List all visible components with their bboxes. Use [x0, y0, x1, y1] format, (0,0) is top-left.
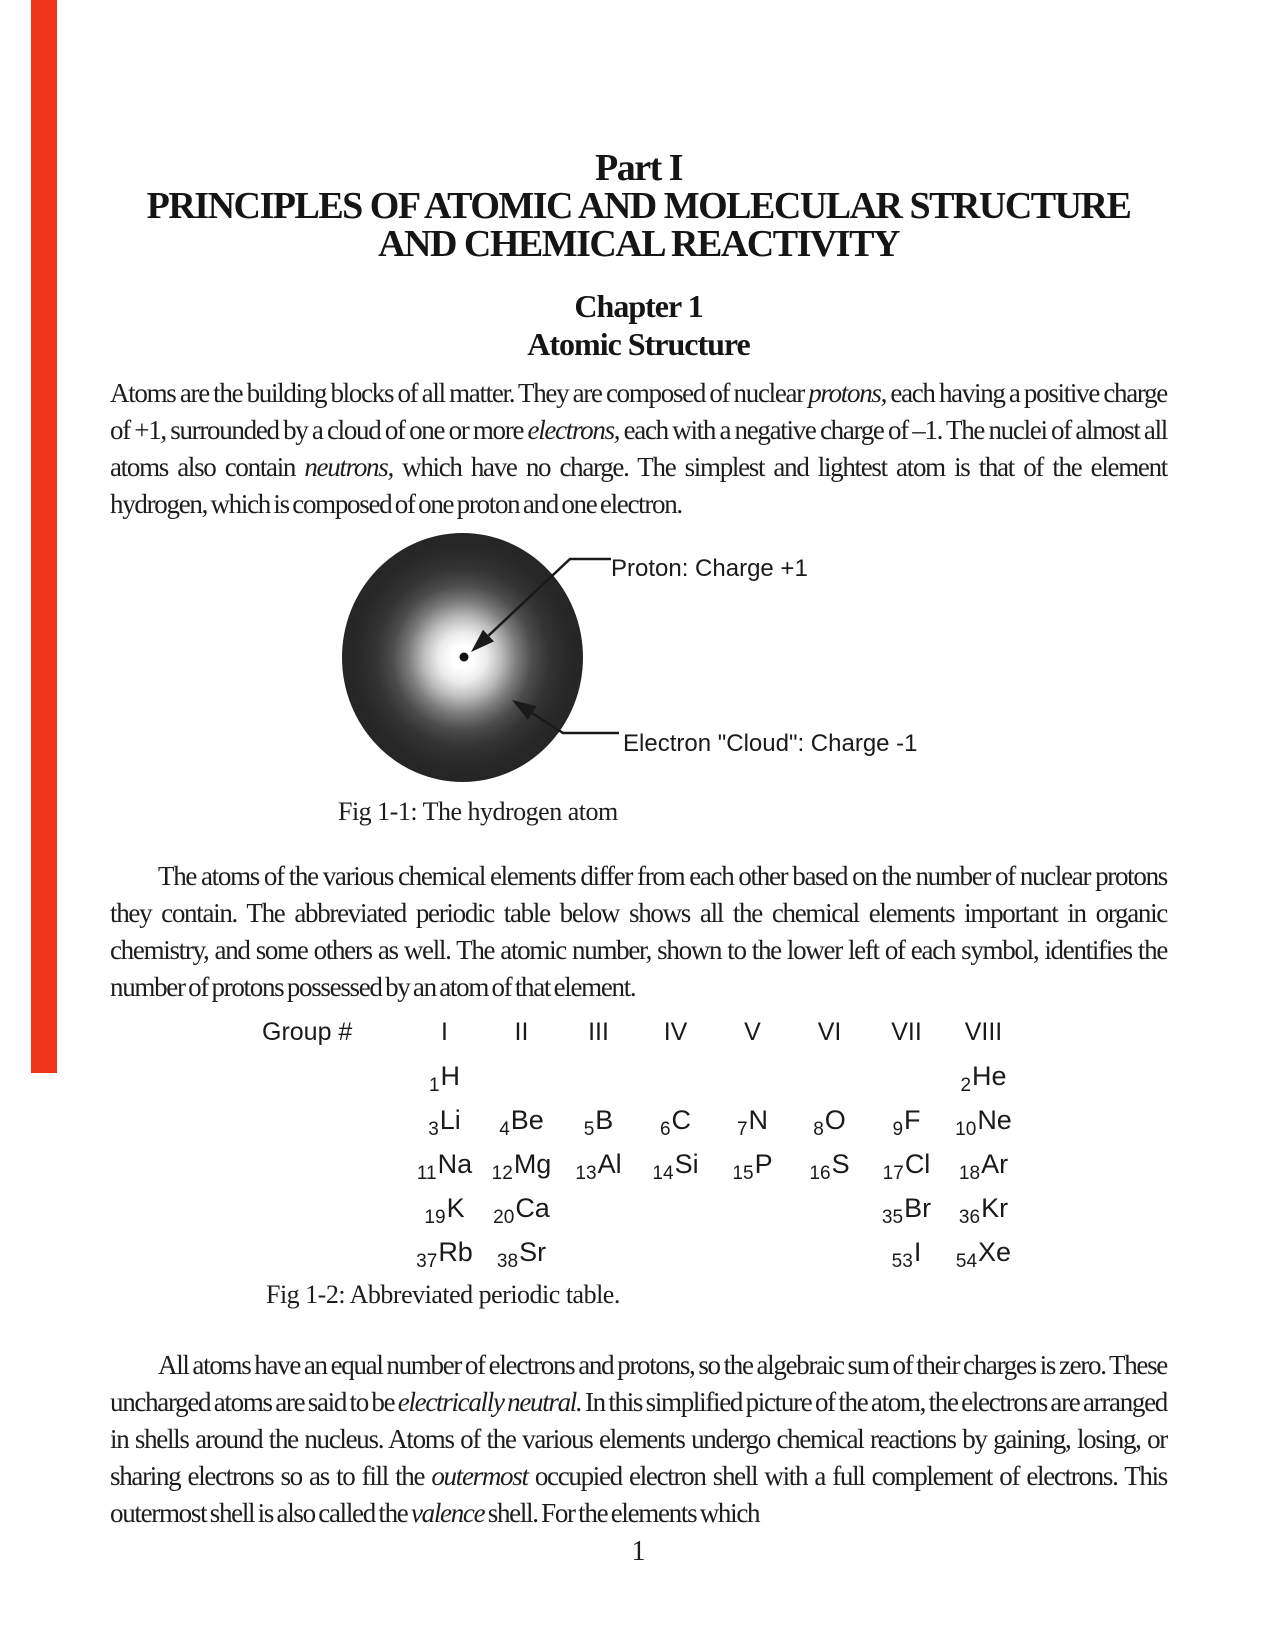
group-header-II: II [514, 1018, 529, 1046]
empty-cell [868, 1061, 945, 1101]
atomic-number: 1 [428, 1075, 440, 1096]
element-symbol: Sr [519, 1237, 547, 1267]
element-row-3 [262, 1149, 1022, 1189]
paragraph-electron-shells: All atoms have an equal number of electrons and protons, so the algebraic sum of their charges is zero. These uncharged atoms are said to be electrically neutral. In this simplified picture of the atom, the electrons are arranged in shells around the nucleus. Atoms of the various elements undergo chemical reactions by gaining, losing, or sharing electrons so as to fill the outermost occupied electron shell with a full complement of electrons. This outermost shell is also called the valence shell. For the elements which [110, 1350, 1167, 1528]
element-Sr [483, 1237, 560, 1277]
element-symbol: H [440, 1061, 461, 1091]
element-symbol: F [904, 1105, 921, 1135]
page-number: 1 [631, 1536, 646, 1567]
element-symbol: Mg [513, 1149, 552, 1179]
empty-cell [637, 1061, 714, 1101]
element-Li [406, 1105, 483, 1145]
atomic-number: 8 [813, 1119, 824, 1140]
element-symbol: Br [904, 1193, 932, 1223]
element-Xe [945, 1237, 1022, 1277]
empty-cell [483, 1061, 560, 1101]
element-symbol: Li [439, 1105, 461, 1135]
element-symbol: Be [510, 1105, 544, 1135]
element-S [791, 1149, 868, 1189]
element-row-2 [262, 1105, 1022, 1145]
atomic-number: 2 [960, 1075, 972, 1096]
group-header-VIII: VIII [964, 1018, 1003, 1046]
element-Ne [945, 1105, 1022, 1145]
element-I [868, 1237, 945, 1277]
element-Kr [945, 1193, 1022, 1233]
element-Ca [483, 1193, 560, 1233]
group-header-III: III [588, 1018, 609, 1046]
element-N [714, 1105, 791, 1145]
element-O [791, 1105, 868, 1145]
atomic-number: 37 [416, 1251, 438, 1272]
proton-dot [460, 653, 469, 662]
row-label-spacer [262, 1061, 406, 1101]
periodic-table [262, 1017, 1062, 1287]
group-header-V: V [744, 1018, 761, 1046]
main-title-line2: AND CHEMICAL REACTIVITY [378, 223, 899, 265]
atomic-number: 6 [659, 1119, 671, 1140]
element-symbol: B [595, 1105, 614, 1135]
element-symbol: Cl [904, 1149, 931, 1179]
atomic-number: 53 [891, 1251, 913, 1272]
group-header-VI: VI [817, 1018, 842, 1046]
element-symbol: N [748, 1105, 769, 1135]
element-symbol: S [831, 1149, 850, 1179]
empty-cell [560, 1061, 637, 1101]
atomic-number: 18 [958, 1163, 981, 1184]
element-symbol: Ar [981, 1149, 1009, 1179]
atomic-number: 12 [491, 1163, 513, 1184]
element-C [637, 1105, 714, 1145]
atomic-number: 13 [575, 1163, 597, 1184]
proton-label: Proton: Charge +1 [611, 555, 808, 582]
element-Br [868, 1193, 945, 1233]
element-symbol: Rb [438, 1237, 473, 1267]
atomic-number: 35 [881, 1207, 904, 1228]
empty-cell [791, 1193, 868, 1233]
element-B [560, 1105, 637, 1145]
chapter-title: Atomic Structure [527, 326, 750, 362]
element-symbol: Xe [978, 1237, 1012, 1267]
atomic-number: 38 [496, 1251, 519, 1272]
empty-cell [560, 1193, 637, 1233]
element-symbol: Kr [981, 1193, 1009, 1223]
atomic-number: 14 [652, 1163, 674, 1184]
row-label-spacer [262, 1237, 406, 1277]
paragraph-intro: Atoms are the building blocks of all matter. They are composed of nuclear protons, each having a positive charge of +1, surrounded by a cloud of one or more electrons, each with a negative charge of –1. The nuclei of almost all atoms also contain neutrons, which have no charge. The simplest and lightest atom is that of the element hydrogen, which is composed of one proton and one electron. [110, 378, 1168, 519]
element-F [868, 1105, 945, 1145]
element-H [406, 1061, 483, 1101]
row-label-spacer [262, 1193, 406, 1233]
element-symbol: K [446, 1193, 465, 1223]
atomic-number: 5 [583, 1119, 595, 1140]
atomic-number: 54 [955, 1251, 978, 1272]
element-symbol: Ne [977, 1105, 1012, 1135]
empty-cell [637, 1237, 714, 1277]
element-symbol: P [754, 1149, 773, 1179]
group-header-VII: VII [891, 1018, 922, 1046]
group-header-IV: IV [663, 1018, 688, 1046]
empty-cell [714, 1193, 791, 1233]
element-symbol: He [972, 1061, 1007, 1091]
group-header-I: I [441, 1018, 448, 1046]
main-title-line1: PRINCIPLES OF ATOMIC AND MOLECULAR STRUCTURE [146, 185, 1131, 227]
atomic-number: 20 [493, 1207, 515, 1228]
atomic-number: 10 [955, 1119, 977, 1140]
figure1-caption: Fig 1-1: The hydrogen atom [338, 797, 618, 826]
part-title-block [110, 149, 1167, 263]
figure2-caption: Fig 1-2: Abbreviated periodic table. [266, 1280, 620, 1309]
atomic-number: 15 [732, 1163, 754, 1184]
hydrogen-atom-figure [330, 515, 980, 800]
element-symbol: Al [597, 1149, 622, 1179]
element-symbol: Ca [515, 1193, 550, 1223]
empty-cell [637, 1193, 714, 1233]
group-header-row [262, 1017, 1022, 1057]
chapter-heading-block [110, 287, 1167, 363]
atomic-number: 3 [428, 1119, 439, 1140]
atomic-number: 17 [882, 1163, 904, 1184]
empty-cell [791, 1237, 868, 1277]
atomic-number: 11 [416, 1163, 437, 1184]
element-Al [560, 1149, 637, 1189]
empty-cell [560, 1237, 637, 1277]
element-Be [483, 1105, 560, 1145]
element-symbol: Si [674, 1149, 699, 1179]
red-margin-marker-bar [31, 0, 57, 1073]
element-symbol: O [824, 1105, 846, 1135]
element-Rb [406, 1237, 483, 1277]
atomic-number: 19 [424, 1207, 446, 1228]
atomic-number: 7 [736, 1119, 748, 1140]
row-label-spacer [262, 1149, 406, 1189]
empty-cell [791, 1061, 868, 1101]
element-symbol: C [671, 1105, 692, 1135]
element-Mg [483, 1149, 560, 1189]
element-Ar [945, 1149, 1022, 1189]
element-He [945, 1061, 1022, 1101]
element-row-4 [262, 1193, 1022, 1233]
element-P [714, 1149, 791, 1189]
element-K [406, 1193, 483, 1233]
element-symbol: Na [437, 1149, 473, 1179]
element-Si [637, 1149, 714, 1189]
element-row-5 [262, 1237, 1022, 1277]
empty-cell [714, 1237, 791, 1277]
element-Na [406, 1149, 483, 1189]
empty-cell [714, 1061, 791, 1101]
electron-cloud-label: Electron "Cloud": Charge -1 [623, 730, 918, 757]
atomic-number: 16 [809, 1163, 831, 1184]
element-Cl [868, 1149, 945, 1189]
atomic-number: 4 [499, 1119, 510, 1140]
group-row-label: Group # [262, 1018, 353, 1046]
part-label: Part I [594, 147, 683, 189]
paragraph-elements: The atoms of the various chemical elements differ from each other based on the number of nuclear protons they contain. The abbreviated periodic table below shows all the chemical elements important in organic chemistry, and some others as well. The atomic number, shown to the lower left of each symbol, identifies the number of protons possessed by an atom of that element. [110, 861, 1167, 1002]
atomic-number: 36 [958, 1207, 981, 1228]
row-label-spacer [262, 1105, 406, 1145]
chapter-label: Chapter 1 [574, 288, 703, 324]
element-row-1 [262, 1061, 1022, 1101]
atomic-number: 9 [892, 1119, 904, 1140]
element-symbol: I [913, 1237, 922, 1267]
